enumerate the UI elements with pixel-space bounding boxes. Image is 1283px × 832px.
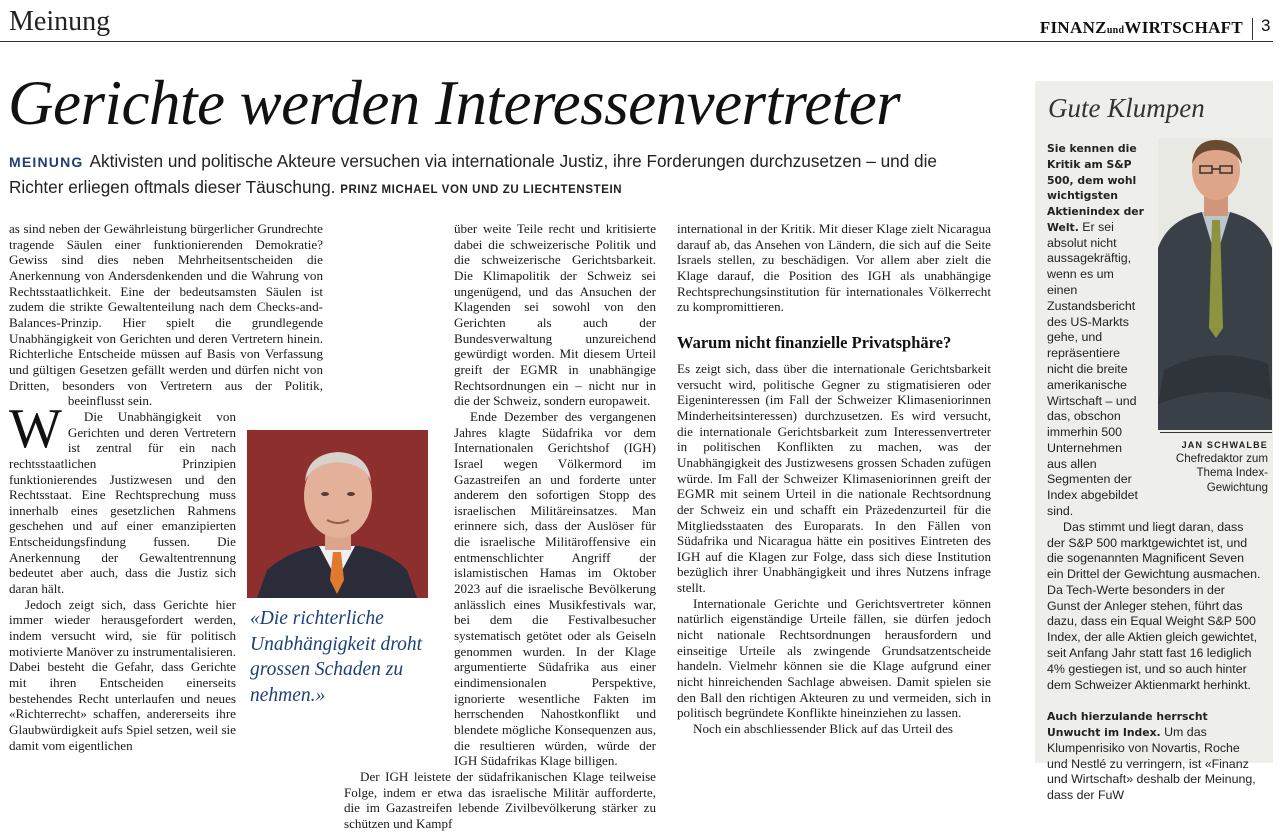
col3-paragraph: Noch ein abschliessender Blick auf das Urteil des — [693, 721, 953, 737]
sidebar-title: Gute Klumpen — [1048, 93, 1205, 123]
kicker-label: MEINUNG — [9, 154, 84, 170]
lead-text: Aktivisten und politische Akteure versuchen via internationale Justiz, ihre Forderungen durchzusetzen – und die Richter erliegen oftmals dieser Täuschung. — [9, 151, 937, 197]
sidebar-paragraph: Er sei absolut nicht aussagekräftig, wenn es um einen Zustandsbericht des US-Markts gehe, und repräsentiere nicht die breite amerikanische Wirtschaft – und das, obschon immerhin 500 Unternehmen aus allen Segmenten der Index abgebildet sind. — [1047, 219, 1138, 518]
publication-masthead: FINANZundWIRTSCHAFT — [1039, 18, 1243, 37]
pull-quote: «Die richterliche Unabhängigkeit droht grossen Schaden zu nehmen.» — [250, 608, 423, 706]
col1-paragraph: Jedoch zeigt sich, dass Gerichte hier immer wieder herausgefordert werden, indem versucht wird, sie für politisch motivierte Manöver zu instrumentalisieren. Dabei besteht die Gefahr, dass Gerichte mit ihren Entscheiden einerseits bestehendes Recht unterlaufen und neues «Richterrecht» schaffen, andererseits ihre Glaubwürdigkeit aufs Spiel setzen, weil sie damit vom eigentlichen — [9, 596, 236, 753]
sidebar-lead-in: Auch hierzulande herrscht Unwucht im Index. — [1047, 710, 1208, 740]
masthead-divider — [1252, 18, 1253, 40]
author-photo — [247, 430, 428, 598]
caption-rule — [1160, 432, 1272, 433]
columnist-photo — [1158, 138, 1272, 430]
header-rule — [0, 41, 1273, 42]
col3-paragraph: international in der Kritik. Mit dieser Klage zielt Nicaragua darauf ab, das Ansehen von Ländern, die sich auf die Seite Israels stellen, zu beschädigen. Vor allem aber zielt die Klage darauf, die Position des IGH als unabhängige Rechtsprechungsinstitution für internationales Völkerrecht zu kompromittieren. — [677, 221, 991, 315]
col2-paragraph: Der IGH leistete der südafrikanischen Klage teilweise Folge, indem er etwa das israelische Militär aufforderte, die im Gazastreifen lebende Zivilbevölkerung stärker zu schützen und Kampf — [344, 768, 656, 831]
section-label: Meinung — [9, 6, 111, 37]
author-byline: PRINZ MICHAEL VON UND ZU LIECHTENSTEIN — [340, 184, 623, 196]
sidebar-lead-in: Sie kennen die Kritik am S&P 500, dem wohl wichtigsten Aktienindex der Welt. — [1047, 142, 1144, 234]
col3-paragraph: Internationale Gerichte und Gerichtsvertreter können natürlich eigenständige Urteile fällen, sie dürfen jedoch nicht nationale Rechtsordnungen herausfordern und einseitige Urteile als zwingende Grundsatzentscheide handeln. Vielmehr können sie die Klage aufgrund einer nicht hinreichenden Sachlage abweisen. Damit spielen sie den Ball den richtigen Akteuren zu und vermeiden, sich in politisch begründete Konflikte hineinziehen zu lassen. — [677, 595, 991, 721]
photo-caption — [1160, 438, 1268, 495]
sidebar-paragraph: Um das Klumpenrisiko von Novartis, Roche und Nestlé zu verringern, ist «Finanz und Wirtschaft» deshalb der Meinung, dass der FuW — [1047, 725, 1256, 803]
col1-paragraph: as sind neben der Gewährleistung bürgerlicher Grundrechte tragende Säulen einer funktionierenden Demokratie? Gewiss sind dies neben Mehrheitsentscheiden die Anerkennung von Andersdenkenden und die Wahrung von Rechtsstaatlichkeit. Eine der bedeutsamsten Säulen ist zudem die strikte Gewaltenteilung nach dem Checks-and-Balances-Prinzip. Hier spielt die grundlegende Unabhängigkeit von Gerichten und deren Vertretern hinein. Richterliche Entscheide müssen auf Basis von Verfassung und gültigen Gesetzen gefällt werden und dürfen nicht von Dritten, besonders von Vertretern aus der Politik, beeinflusst sein. — [9, 221, 323, 409]
caption-role: Chefredaktor zum Thema Index-Gewichtung — [1175, 452, 1268, 494]
col2-paragraph: über weite Teile recht und kritisierte dabei die schweizerische Politik und die schweizerische Gerichtsbarkeit. Die Klimapolitik der Schweiz sei ungenügend, und das Ansuchen der Klagenden sei sowohl von den Gerichten als auch der Bundesverwaltung unzureichend gewürdigt worden. Mit diesem Urteil greift der EGMR in unabhängige Rechtsordnungen ein – nicht nur in die der Schweiz, sondern europaweit. — [454, 221, 656, 409]
page-number: 3 — [1261, 16, 1271, 35]
col1-paragraph: Die Unabhängigkeit von Gerichten und deren Vertretern ist zentral für ein nach rechtsstaatlichen Prinzipien funktionierendes Justizwesen und den Rechtsstaat. Eine Rechtsprechung muss innerhalb eines gesetzlichen Rahmens geschehen und auf einer emanzipierten Entscheidungsfindung fussen. Die Anerkennung der Gewaltentrennung bedeutet aber auch, dass die Justiz sich daran hält. — [9, 408, 236, 597]
caption-name: JAN SCHWALBE — [1181, 440, 1268, 450]
portrait-illustration — [247, 430, 428, 598]
sidebar-paragraph: Das stimmt und liegt daran, dass der S&P 500 marktgewichtet ist, und die sogenannten Magnificent Seven ein Drittel der Gewichtung ausmachen. Da Tech-Werte besonders in der Gunst der Anleger stehen, führt das dazu, dass ein Equal Weight S&P 500 Index, der alle Aktien gleich gewichtet, seit Anfang Jahr statt fast 16 lediglich 4% gestiegen ist, und so auch hinter dem Schweizer Aktienmarkt herhinkt. — [1047, 519, 1261, 692]
article-column-3 — [677, 221, 991, 763]
portrait-illustration — [1158, 138, 1272, 430]
col2-paragraph: Ende Dezember des vergangenen Jahres klagte Südafrika vor dem Internationalen Gerichtshof (IGH) Israel wegen Völkermord im Gazastreifen an und forderte unter anderem den sofortigen Stopp des israelischen Militäreinsatzes. Man erinnere sich, dass der Auslöser für die israelische Militäroffensive ein entmenschlichter Angriff der islamistischen Hamas im Oktober 2023 auf die israelische Bevölkerung anlässlich eines Musikfestivals war, bei dem die Festivalbesucher systematisch getötet oder als Geiseln genommen wurden. In der Klage argumentierte Südafrika aus einer eindimensionalen Perspektive, ignorierte wesentliche Fakten im herrschenden Nahostkonflikt und blendete mögliche Konsequenzen aus, die resultieren würden, würde der IGH Südafrikas Klage billigen. — [454, 408, 656, 769]
drop-cap: W — [9, 398, 62, 460]
article-lead — [9, 149, 989, 203]
article-subheading: Warum nicht finanzielle Privatsphäre? — [677, 332, 952, 352]
article-headline: Gerichte werden Interessenvertreter — [8, 68, 901, 138]
col3-paragraph: Es zeigt sich, dass über die internationale Gerichtsbarkeit versucht wird, politische Gegner zu stigmatisieren oder Eigeninteressen (im Fall der Schweizer Klimaseniorinnen Minderheitsinteressen) durchzusetzen. Es wird versucht, die internationale Gerichtsbarkeit zum Interessenvertreter in politischen Konflikten zu machen, was der Unabhängigkeit des Justizwesens grossen Schaden zufügen würde. Im Fall der Schweizer Klimaseniorinnen greift der EGMR mit seinem Urteil in die nationale Rechtsordnung der Schweiz ein und schafft ein Präzedenzurteil für die Mitgliedsstaaten des Europarats. In den Fällen von Südafrika und Nicaragua hätte ein positives Eintreten des IGH auf die Klagen zur Folge, dass sich diese Institution bezüglich ihrer Unabhängigkeit und ihres Nutzens infrage stellt. — [677, 360, 991, 596]
